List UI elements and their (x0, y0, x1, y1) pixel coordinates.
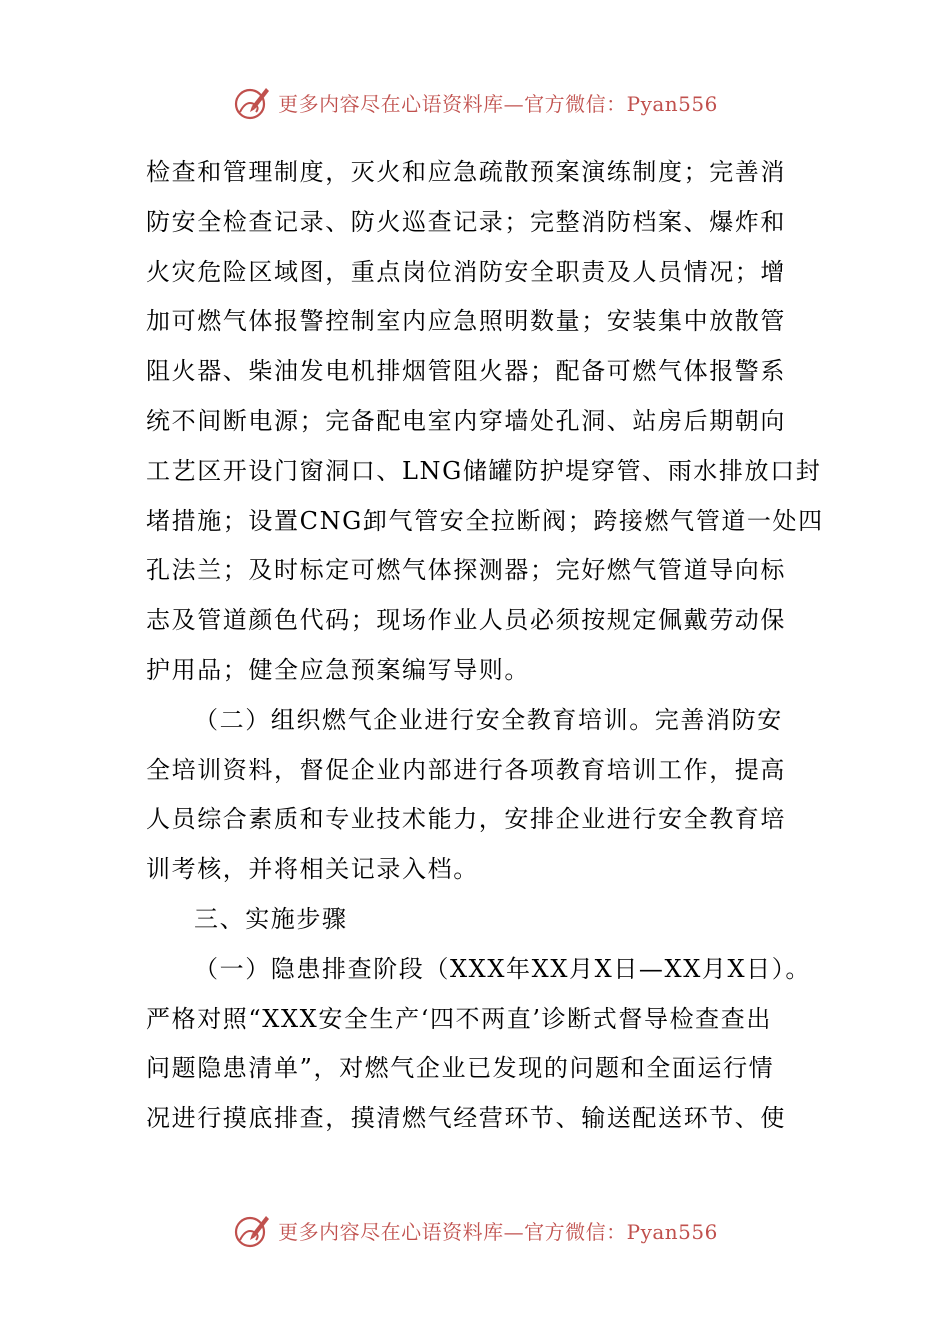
text-line: 工艺区开设门窗洞口、LNG储罐防护堤穿管、雨水排放口封 (146, 456, 822, 485)
text-line: 加可燃气体报警控制室内应急照明数量；安装集中放散管 (146, 307, 786, 336)
text-line: 火灾危险区域图，重点岗位消防安全职责及人员情况；增 (146, 257, 786, 286)
watermark-text: 更多内容尽在心语资料库—官方微信：Pyan556 (278, 1219, 718, 1244)
pen-logo-icon (232, 82, 272, 122)
text-line: 检查和管理制度，灭火和应急疏散预案演练制度；完善消 (146, 158, 786, 186)
text-line: 人员综合素质和专业技术能力，安排企业进行安全教育培 (146, 805, 786, 834)
text-line: 训考核，并将相关记录入档。 (146, 855, 479, 884)
text-line: 孔法兰；及时标定可燃气体探测器；完好燃气管道导向标 (146, 556, 786, 585)
section-heading: 三、实施步骤 (194, 904, 348, 933)
text-line: 志及管道颜色代码；现场作业人员必须按规定佩戴劳动保 (146, 606, 786, 635)
footer-watermark-banner (0, 1208, 950, 1252)
document-body (146, 148, 824, 1144)
watermark-text: 更多内容尽在心语资料库—官方微信：Pyan556 (278, 91, 718, 116)
text-line: （二）组织燃气企业进行安全教育培训。完善消防安 (194, 705, 783, 734)
text-line: 统不间断电源；完备配电室内穿墙处孔洞、站房后期朝向 (146, 406, 786, 435)
text-line: 防安全检查记录、防火巡查记录；完整消防档案、爆炸和 (146, 207, 786, 236)
text-line: 护用品；健全应急预案编写导则。 (146, 655, 530, 684)
text-line: 堵措施；设置CNG卸气管安全拉断阀；跨接燃气管道一处四 (146, 506, 824, 535)
text-line: 全培训资料，督促企业内部进行各项教育培训工作，提高 (146, 755, 786, 784)
header-watermark-banner (0, 80, 950, 124)
text-line: （一）隐患排查阶段（XXX年XX月X日—XX月X日）。 (194, 954, 811, 983)
text-line: 问题隐患清单”，对燃气企业已发现的问题和全面运行情 (146, 1054, 775, 1083)
text-line: 况进行摸底排查，摸清燃气经营环节、输送配送环节、使 (146, 1104, 786, 1133)
text-line: 严格对照“XXX安全生产‘四不两直’诊断式督导检查查出 (146, 1004, 772, 1033)
pen-logo-icon (232, 1210, 272, 1250)
text-line: 阻火器、柴油发电机排烟管阻火器；配备可燃气体报警系 (146, 357, 786, 386)
